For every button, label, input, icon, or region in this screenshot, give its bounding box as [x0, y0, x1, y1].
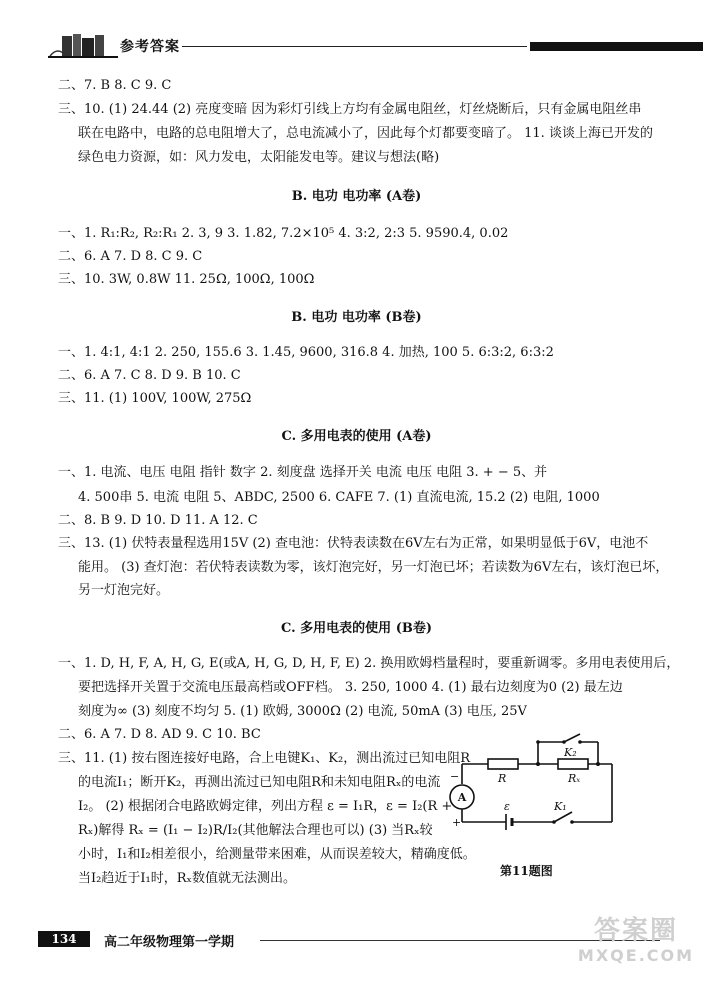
resistor-rx: [558, 759, 588, 769]
answer-line: 三、10. 3W, 0.8W 11. 25Ω, 100Ω, 100Ω: [58, 272, 315, 287]
minus-label: −: [450, 770, 460, 783]
section-title-b-b: B. 电功 电功率 (B卷): [291, 310, 422, 325]
answer-line: 要把选择开关置于交流电压最高档或OFF档。 3. 250, 1000 4. (1) 最右边刻度为0 (2) 最左边: [78, 680, 623, 695]
emf-label: ε: [504, 800, 510, 813]
books-icon: [48, 32, 118, 60]
header-bar: [530, 42, 703, 51]
answer-line: 一、1. 4:1, 4:1 2. 250, 155.6 3. 1.45, 9600, 316.8 4. 加热, 100 5. 6:3:2, 6:3:2: [58, 345, 554, 360]
plus-label: +: [452, 816, 462, 829]
answer-line: Rₓ)解得 Rₓ = (I₁ − I₂)R/I₂(其他解法合理也可以) (3) 当Rₓ较: [78, 823, 433, 838]
k1-label: K₁: [554, 800, 567, 813]
watermark: [571, 916, 701, 972]
watermark-bottom: MXQE.COM: [577, 946, 695, 965]
answer-line: 刻度为∞ (3) 刻度不均匀 5. (1) 欧姆, 3000Ω (2) 电流, 50mA (3) 电压, 25V: [78, 704, 527, 719]
answer-line: 的电流I₁；断开K₂，再测出流过已知电阻R和未知电阻Rₓ的电流: [78, 775, 441, 790]
answer-line: 三、11. (1) 100V, 100W, 275Ω: [58, 391, 252, 406]
answer-line: 一、1. D, H, F, A, H, G, E(或A, H, G, D, H, F, E) 2. 换用欧姆档量程时，要重新调零。多用电表使用后，: [58, 656, 680, 671]
answer-line: 三、11. (1) 按右图连接好电路，合上电键K₁、K₂，测出流过已知电阻R: [58, 751, 470, 766]
section-title-c-b: C. 多用电表的使用 (B卷): [281, 621, 432, 636]
answer-line: 一、1. R₁:R₂, R₂:R₁ 2. 3, 9 3. 1.82, 7.2×10⁵ 4. 3:2, 2:3 5. 9590.4, 0.02: [58, 226, 509, 241]
answer-line: 二、6. A 7. C 8. D 9. B 10. C: [58, 368, 241, 383]
header-title: 参考答案: [120, 39, 180, 55]
section-title-c-a: C. 多用电表的使用 (A卷): [281, 429, 432, 444]
answer-line: 三、13. (1) 伏特表量程选用15V (2) 查电池：伏特表读数在6V左右为正常，如果明显低于6V，电池不: [58, 536, 649, 551]
answer-line: I₂。 (2) 根据闭合电路欧姆定律，列出方程 ε = I₁R，ε = I₂(R +: [78, 799, 453, 814]
answer-line: 二、7. B 8. C 9. C: [58, 78, 172, 93]
answer-line: 联在电路中，电路的总电阻增大了，总电流减小了，因此每个灯都要变暗了。 11. 谈谈上海已开发的: [78, 126, 653, 141]
switch-k1: [554, 812, 572, 822]
ammeter-label: A: [457, 791, 467, 804]
page-number: 134: [38, 931, 90, 947]
answer-line: 二、8. B 9. D 10. D 11. A 12. C: [58, 513, 258, 528]
answer-line: 绿色电力资源，如：风力发电，太阳能发电等。建议与想法(略): [78, 150, 440, 165]
answer-line: 三、10. (1) 24.44 (2) 亮度变暗 因为彩灯引线上方均有金属电阻丝，灯丝烧断后，只有金属电阻丝串: [58, 102, 642, 117]
circuit-diagram: [440, 732, 620, 842]
answer-line: 小时，I₁和I₂相差很小，给测量带来困难，从而误差较大，精确度低。: [78, 847, 476, 862]
r-label: R: [498, 772, 507, 785]
answer-line: 一、1. 电流、电压 电阻 指针 数字 2. 刻度盘 选择开关 电流 电压 电阻 3. + − 5、并: [58, 465, 548, 480]
rx-label: Rₓ: [568, 772, 581, 785]
page-header: [0, 26, 713, 66]
section-title-b-a: B. 电功 电功率 (A卷): [291, 189, 422, 204]
answer-line: 二、6. A 7. D 8. C 9. C: [58, 249, 203, 264]
answer-line: 另一灯泡完好。: [78, 583, 170, 598]
answer-line: 能用。 (3) 查灯泡：若伏特表读数为零，该灯泡完好，另一灯泡已坏；若读数为6V左右，该灯泡已坏，: [78, 560, 669, 575]
footer-title: 高二年级物理第一学期: [104, 935, 235, 950]
resistor-r: [488, 759, 518, 769]
answer-line: 当I₂趋近于I₁时，Rₓ数值就无法测出。: [78, 871, 296, 886]
header-rule: [182, 46, 527, 47]
figure-caption: 第11题图: [500, 864, 553, 878]
answer-line: 二、6. A 7. D 8. AD 9. C 10. BC: [58, 727, 261, 742]
k2-label: K₂: [564, 746, 577, 759]
watermark-top: 答案圈: [593, 916, 678, 946]
answer-line: 4. 500串 5. 电流 电阻 5、ABDC, 2500 6. CAFE 7. (1) 直流电流, 15.2 (2) 电阻, 1000: [78, 490, 600, 505]
